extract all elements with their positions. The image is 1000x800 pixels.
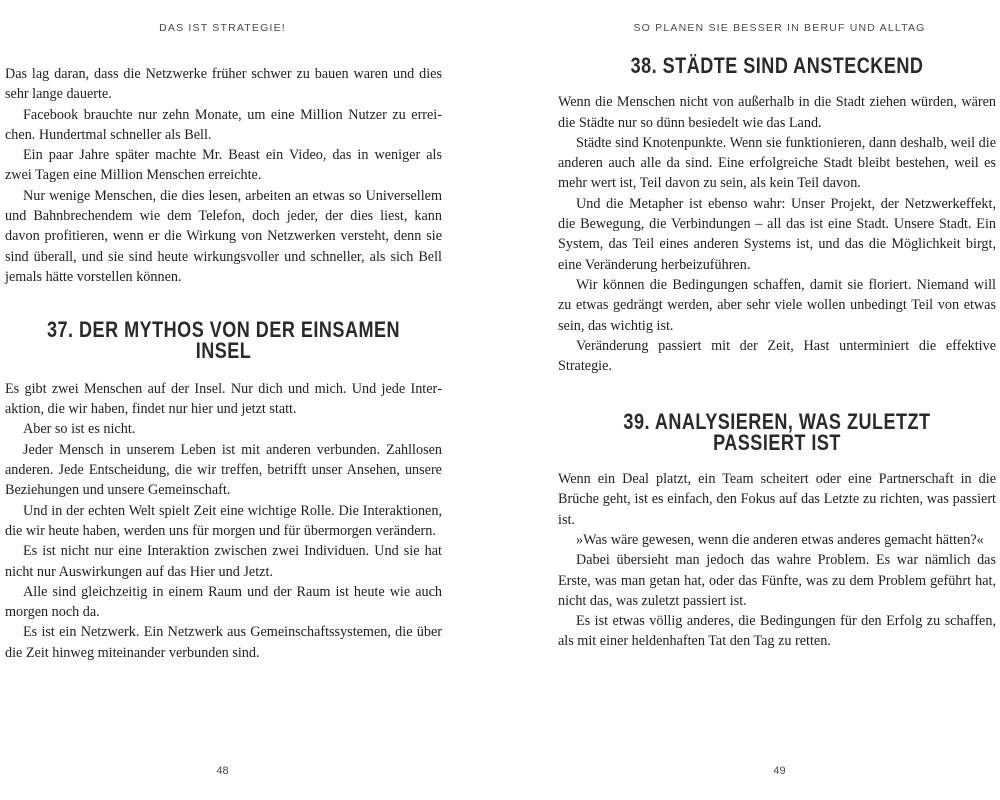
paragraph: Städte sind Knotenpunkte. Wenn sie funktionieren, dann deshalb, weil die anderen auch alle da sind. Eine erfolgreiche Stadt bleibt bestehen, weil es mehr wert ist, Teil davon zu sein, als kein Teil davon. <box>558 134 996 192</box>
paragraph: Das lag daran, dass die Netzwerke früher schwer zu bauen waren und dies sehr lange dauerte. <box>5 66 442 103</box>
paragraph: Es ist etwas völlig anderes, die Bedingungen für den Erfolg zu schaffen, als mit einer heldenhaften Tat den Tag zu retten. <box>558 613 996 650</box>
paragraph: Es ist nicht nur eine Interaktion zwischen zwei Individuen. Und sie hat nicht nur Auswirkungen auf das Hier und Jetzt. <box>5 543 442 580</box>
chapter-39-heading: 39. ANALYSIEREN, WAS ZULETZT PASSIERT IST <box>623 409 931 455</box>
paragraph: Jeder Mensch in unserem Leben ist mit anderen verbunden. Zahllosen anderen. Jede Entscheidung, die wir treffen, betrifft unser Ansehen, unsere Beziehungen und unsere Gemeinschaft. <box>5 441 442 499</box>
paragraph: Ein paar Jahre später machte Mr. Beast ein Video, das in weniger als zwei Tagen eine Million Menschen erreichte. <box>5 147 442 184</box>
running-head-left: DAS IST STRATEGIE! <box>159 22 286 34</box>
right-page-body <box>558 53 996 652</box>
paragraph: Veränderung passiert mit der Zeit, Hast unterminiert die effektive Strategie. <box>558 337 996 375</box>
left-page-body <box>5 64 442 663</box>
paragraph: Es ist ein Netzwerk. Ein Netzwerk aus Gemeinschaftssystemen, die über die Zeit hinweg miteinander verbunden sind. <box>5 624 442 661</box>
chapter-38-heading: 38. STÄDTE SIND ANSTECKEND <box>630 53 924 78</box>
paragraph: Aber so ist es nicht. <box>23 421 136 438</box>
page-number-right: 49 <box>773 765 786 777</box>
paragraph: Und die Metapher ist ebenso wahr: Unser Projekt, der Netzwerkeffekt, die Bewegung, die Verbindungen – all das ist eine Stadt. Unsere Stadt. Ein System, das Teil eines anderen Systems ist, und das die Möglichkeit birgt, eine Veränderung herbeizuführen. <box>558 195 996 273</box>
paragraph: Nur wenige Menschen, die dies lesen, arbeiten an etwas so Universellem und Bahnbrechendem wie dem Telefon, doch jeder, der dies liest, kann davon profitieren, wenn er die Wirkung von Netzwerken versteht, denn sie sind überall, und sie sind heute wirkungsvoller und schneller, als sich Bell jemals hätte vorstellen können. <box>5 187 442 285</box>
paragraph: Wenn ein Deal platzt, ein Team scheitert oder eine Partnerschaft in die Brüche geht, ist es einfach, den Fokus auf das Letzte zu richten, was passiert ist. <box>558 471 996 528</box>
chapter-37-heading: 37. DER MYTHOS VON DER EINSAMEN INSEL <box>46 317 401 363</box>
paragraph: Und in der echten Welt spielt Zeit eine wichtige Rolle. Die Interaktionen, die wir heute haben, werden uns für morgen und für übermorgen verändern. <box>5 502 442 539</box>
running-head-right: SO PLANEN SIE BESSER IN BERUF UND ALLTAG <box>633 22 926 34</box>
paragraph: Wenn die Menschen nicht von außerhalb in die Stadt ziehen würden, wären die Städte nur so dünn besiedelt wie das Land. <box>558 94 996 131</box>
paragraph: Alle sind gleichzeitig in einem Raum und der Raum ist heute wie auch morgen noch da. <box>5 583 442 621</box>
right-page <box>500 0 1000 800</box>
paragraph: Facebook brauchte nur zehn Monate, um eine Million Nutzer zu erreichen. Hundertmal schneller als Bell. <box>5 106 442 143</box>
page-number-left: 48 <box>216 765 229 777</box>
paragraph: Wir können die Bedingungen schaffen, damit sie floriert. Niemand will zu etwas gedrängt werden, aber sehr viele wollen unbedingt Teil von etwas sein, das wichtig ist. <box>558 276 996 334</box>
paragraph: »Was wäre gewesen, wenn die anderen etwas anderes gemacht hätten?« <box>576 531 984 548</box>
paragraph: Dabei übersieht man jedoch das wahre Problem. Es war nämlich das Erste, was man getan hat, oder das Fünfte, was zu dem Problem geführt hat, nicht das, was zuletzt passiert ist. <box>558 552 996 609</box>
paragraph: Es gibt zwei Menschen auf der Insel. Nur dich und mich. Und jede Interaktion, die wir haben, findet nur hier und jetzt statt. <box>5 380 442 418</box>
